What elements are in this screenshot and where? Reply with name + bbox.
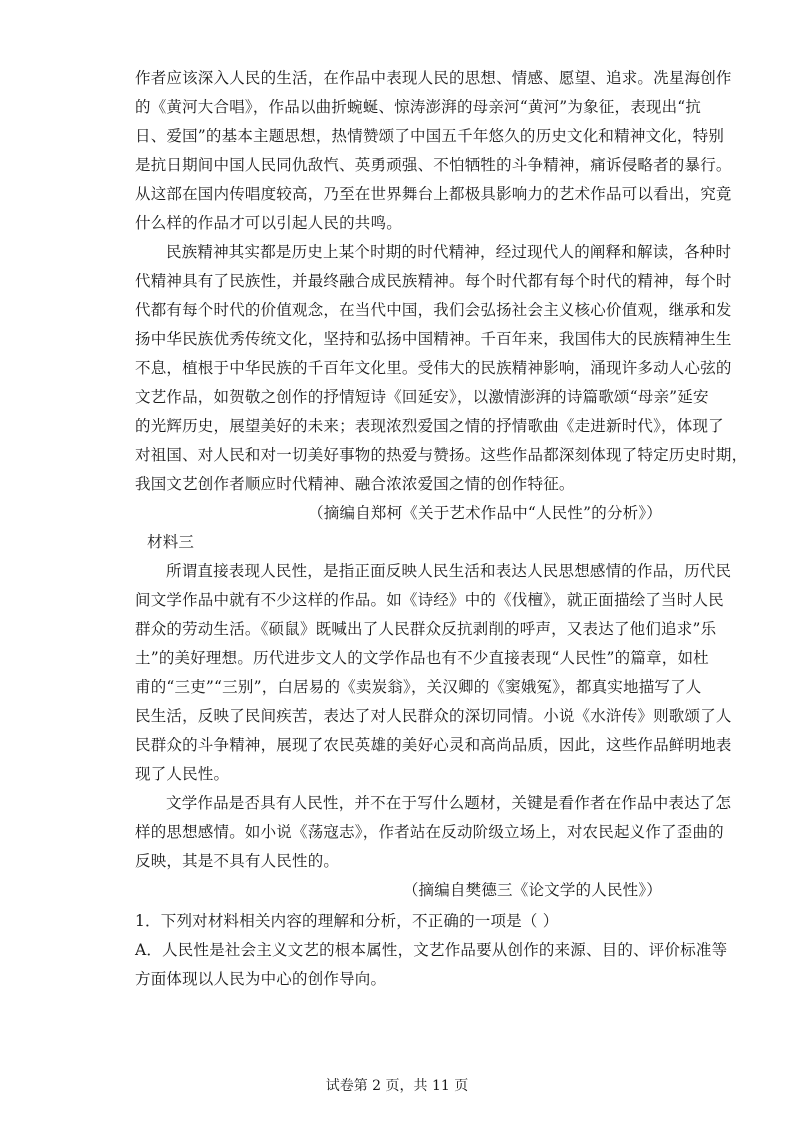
text-line: 现了人民性。: [135, 765, 230, 783]
text-line: 作者应该深入人民的生活，在作品中表现人民的思想、情感、愿望、追求。冼星海创作: [135, 69, 732, 87]
text-line: A．人民性是社会主义文艺的根本属性，文艺作品要从创作的来源、目的、评价标准等: [135, 941, 728, 959]
text-line: 对祖国、对人民和对一切美好事物的热爱与赞扬。这些作品都深刻体现了特定历史时期，: [135, 446, 748, 464]
text-line: 日、爱国”的基本主题思想，热情赞颂了中国五千年悠久的历史文化和精神文化，特别: [135, 127, 725, 145]
text-line: 群众的劳动生活。《硕鼠》既喊出了人民群众反抗剥削的呼声，又表达了他们追求”乐: [135, 620, 717, 638]
text-line: 什么样的作品才可以引起人民的共鸣。: [135, 214, 402, 232]
page-content: [135, 64, 748, 994]
text-line: 所谓直接表现人民性，是指正面反映人民生活和表达人民思想感情的作品，历代民: [166, 562, 732, 580]
text-line: 甫的“三吏”“三别”，白居易的《卖炭翁》，关汉卿的《窦娥冤》，都真实地描写了人: [135, 678, 702, 696]
text-line: 代都有每个时代的价值观念，在当代中国，我们会弘扬社会主义核心价值观，继承和发: [135, 301, 732, 319]
text-line: 代精神具有了民族性，并最终融合成民族精神。每个时代都有每个时代的精神，每个时: [135, 272, 732, 290]
text-line: 民族精神其实都是历史上某个时期的时代精神，经过现代人的阐释和解读，各种时: [166, 243, 732, 261]
text-line: 民生活，反映了民间疾苦，表达了对人民群众的深切同情。小说《水浒传》则歌颂了人: [135, 707, 732, 725]
text-line: 扬中华民族优秀传统文化，坚持和弘扬中国精神。千百年来，我国伟大的民族精神生生: [135, 330, 732, 348]
material-3-label: 材料三: [147, 533, 195, 551]
question-1: 1．下列对材料相关内容的理解和分析，不正确的一项是（ ）: [135, 912, 559, 930]
option-a: [135, 936, 728, 994]
paragraph-3: [135, 557, 732, 789]
text-line: 方面体现以人民为中心的创作导向。: [135, 970, 387, 988]
text-line: 样的思想感情。如小说《荡寇志》，作者站在反动阶级立场上，对农民起义作了歪曲的: [135, 823, 724, 841]
text-line: 是抗日期间中国人民同仇敌忾、英勇顽强、不怕牺牲的斗争精神，痛诉侵略者的暴行。: [135, 156, 732, 174]
text-line: 从这部在国内传唱度较高，乃至在世界舞台上都极具影响力的艺术作品可以看出，究竟: [135, 185, 732, 203]
text-line: 我国文艺创作者顺应时代精神、融合浓浓爱国之情的创作特征。: [135, 475, 575, 493]
text-line: 的光辉历史，展望美好的未来；表现浓烈爱国之情的抒情歌曲《走进新时代》，体现了: [135, 417, 724, 435]
paragraph-2: [135, 238, 748, 499]
text-line: 不息，植根于中华民族的千百年文化里。受伟大的民族精神影响，涌现许多动人心弦的: [135, 359, 732, 377]
source-citation-3: （摘编自樊德三《论文学的人民性》）: [402, 881, 662, 899]
text-line: 文学作品是否具有人民性，并不在于写什么题材，关键是看作者在作品中表达了怎: [166, 794, 732, 812]
text-line: 的《黄河大合唱》，作品以曲折蜿蜒、惊涛澎湃的母亲河“黄河”为象征，表现出“抗: [135, 98, 702, 116]
paragraph-4: [135, 789, 732, 876]
source-citation-2: （摘编自郑柯《关于艺术作品中“人民性”的分析》）: [308, 504, 662, 522]
text-line: 民群众的斗争精神，展现了农民英雄的美好心灵和高尚品质，因此，这些作品鲜明地表: [135, 736, 732, 754]
text-line: 土”的美好理想。历代进步文人的文学作品也有不少直接表现“人民性”的篇章，如杜: [135, 649, 709, 667]
text-line: 文艺作品，如贺敬之创作的抒情短诗《回延安》，以激情澎湃的诗篇歌颂“母亲”延安: [135, 388, 709, 406]
paragraph-1: [135, 64, 732, 238]
page-footer: 试卷第 2 页，共 11 页: [325, 1078, 469, 1094]
text-line: 反映，其是不具有人民性的。: [135, 852, 340, 870]
text-line: 间文学作品中就有不少这样的作品。如《诗经》中的《伐檀》，就正面描绘了当时人民: [135, 591, 724, 609]
